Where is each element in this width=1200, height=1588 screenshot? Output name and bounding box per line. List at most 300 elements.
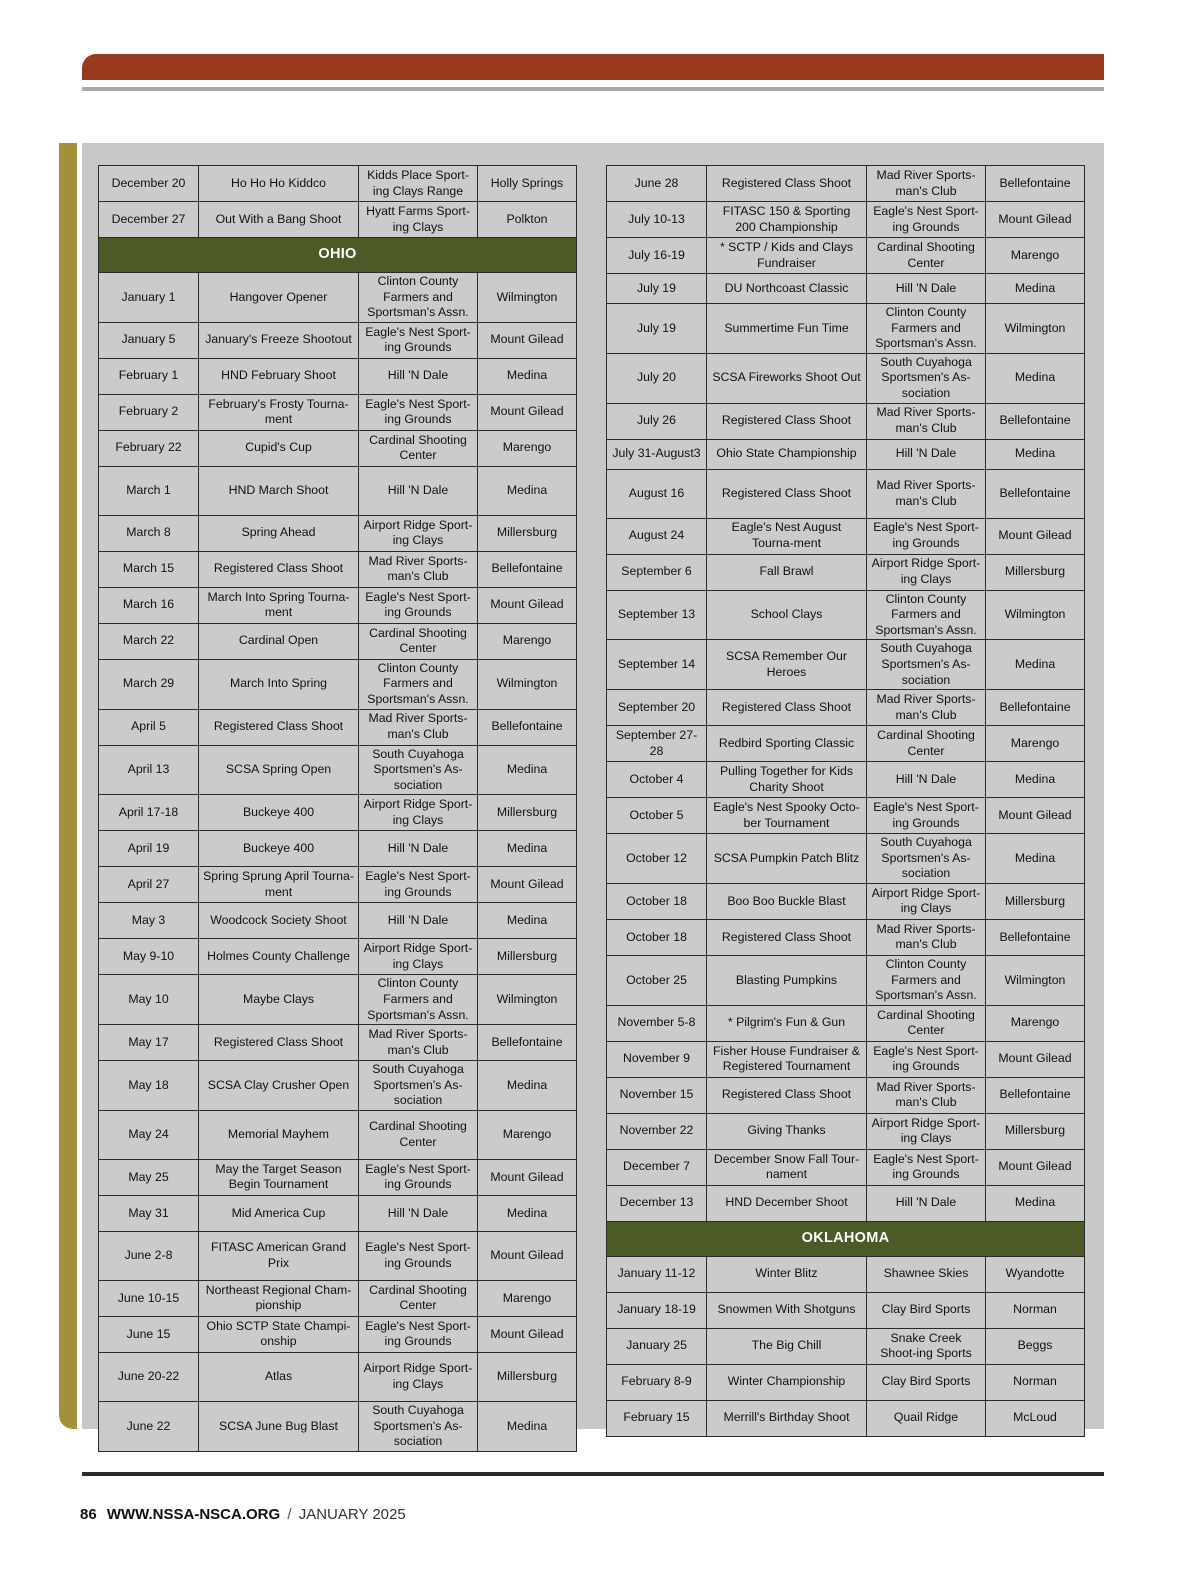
event-date: November 22: [607, 1113, 707, 1149]
event-date: June 28: [607, 166, 707, 202]
event-name: Merrill's Birthday Shoot: [707, 1400, 867, 1436]
event-name: Mid America Cup: [199, 1195, 359, 1231]
table-row: [99, 623, 577, 659]
event-name: FITASC American Grand Prix: [199, 1231, 359, 1280]
city-name: Bellefontaine: [986, 1077, 1085, 1113]
city-name: Holly Springs: [478, 166, 577, 202]
club-name: Clinton County Farmers and Sportsman's Assn.: [867, 304, 986, 354]
city-name: Medina: [986, 762, 1085, 798]
city-name: Mount Gilead: [478, 867, 577, 903]
state-name: OHIO: [99, 238, 577, 273]
event-name: Registered Class Shoot: [707, 403, 867, 439]
club-name: Airport Ridge Sport-ing Clays: [867, 1113, 986, 1149]
club-name: Mad River Sports-man's Club: [359, 551, 478, 587]
city-name: Millersburg: [478, 939, 577, 975]
city-name: Norman: [986, 1292, 1085, 1328]
club-name: Eagle's Nest Sport-ing Grounds: [359, 587, 478, 623]
club-name: Kidds Place Sport-ing Clays Range: [359, 166, 478, 202]
state-name: OKLAHOMA: [607, 1221, 1085, 1256]
city-name: Marengo: [986, 1005, 1085, 1041]
event-date: November 5-8: [607, 1005, 707, 1041]
city-name: Mount Gilead: [478, 1159, 577, 1195]
table-row: [607, 554, 1085, 590]
event-name: * SCTP / Kids and Clays Fundraiser: [707, 238, 867, 274]
table-row: [99, 202, 577, 238]
city-name: Medina: [986, 353, 1085, 403]
club-name: Eagle's Nest Sport-ing Grounds: [359, 1316, 478, 1352]
event-date: July 19: [607, 304, 707, 354]
city-name: Marengo: [986, 238, 1085, 274]
table-row: [99, 1231, 577, 1280]
club-name: Eagle's Nest Sport-ing Grounds: [359, 394, 478, 430]
event-name: Eagle's Nest August Tourna-ment: [707, 518, 867, 554]
club-name: Eagle's Nest Sport-ing Grounds: [359, 867, 478, 903]
city-name: Wilmington: [478, 273, 577, 323]
table-row: [99, 975, 577, 1025]
club-name: Hill 'N Dale: [359, 903, 478, 939]
table-row: [607, 1256, 1085, 1292]
event-date: May 10: [99, 975, 199, 1025]
schedule-panel: [82, 143, 1104, 1449]
event-date: December 20: [99, 166, 199, 202]
city-name: Marengo: [478, 623, 577, 659]
event-date: May 9-10: [99, 939, 199, 975]
event-date: March 15: [99, 551, 199, 587]
event-name: Memorial Mayhem: [199, 1110, 359, 1159]
header-rule: [82, 87, 1104, 91]
club-name: South Cuyahoga Sportsmen's As-sociation: [867, 834, 986, 884]
city-name: Wilmington: [986, 304, 1085, 354]
event-name: Summertime Fun Time: [707, 304, 867, 354]
city-name: Medina: [478, 358, 577, 394]
table-row: [99, 1025, 577, 1061]
event-date: July 19: [607, 274, 707, 304]
table-row: [607, 1292, 1085, 1328]
table-row: [607, 726, 1085, 762]
table-row: [607, 166, 1085, 202]
event-name: Registered Class Shoot: [707, 919, 867, 955]
table-row: [99, 709, 577, 745]
event-name: Spring Ahead: [199, 515, 359, 551]
table-row: [99, 322, 577, 358]
state-header-row: [99, 238, 577, 273]
club-name: Cardinal Shooting Center: [867, 726, 986, 762]
page-number: 86: [80, 1506, 97, 1523]
event-date: April 5: [99, 709, 199, 745]
table-row: [99, 358, 577, 394]
table-row: [99, 394, 577, 430]
table-row: [607, 304, 1085, 354]
event-date: January 25: [607, 1328, 707, 1364]
club-name: Eagle's Nest Sport-ing Grounds: [867, 1041, 986, 1077]
event-date: August 24: [607, 518, 707, 554]
event-date: September 14: [607, 640, 707, 690]
club-name: Mad River Sports-man's Club: [867, 469, 986, 518]
club-name: Eagle's Nest Sport-ing Grounds: [359, 1159, 478, 1195]
event-name: Hangover Opener: [199, 273, 359, 323]
event-date: May 18: [99, 1061, 199, 1111]
club-name: Cardinal Shooting Center: [359, 1110, 478, 1159]
club-name: South Cuyahoga Sportsmen's As-sociation: [359, 745, 478, 795]
city-name: Mount Gilead: [478, 1231, 577, 1280]
club-name: Hill 'N Dale: [867, 762, 986, 798]
club-name: Airport Ridge Sport-ing Clays: [359, 939, 478, 975]
table-row: [607, 238, 1085, 274]
table-row: [607, 1041, 1085, 1077]
issue-date: JANUARY 2025: [298, 1506, 406, 1523]
event-date: December 27: [99, 202, 199, 238]
event-date: March 8: [99, 515, 199, 551]
event-date: February 22: [99, 430, 199, 466]
event-name: Registered Class Shoot: [707, 166, 867, 202]
schedule-table-right: [606, 165, 1085, 1437]
city-name: Millersburg: [478, 1352, 577, 1401]
table-row: [99, 515, 577, 551]
city-name: Medina: [986, 640, 1085, 690]
table-row: [607, 834, 1085, 884]
event-date: October 5: [607, 798, 707, 834]
city-name: Bellefontaine: [986, 469, 1085, 518]
club-name: Cardinal Shooting Center: [359, 1280, 478, 1316]
table-row: [99, 551, 577, 587]
state-header-row: [607, 1221, 1085, 1256]
club-name: Cardinal Shooting Center: [359, 623, 478, 659]
event-name: Ho Ho Ho Kiddco: [199, 166, 359, 202]
table-row: [607, 919, 1085, 955]
table-row: [607, 1185, 1085, 1221]
event-name: Redbird Sporting Classic: [707, 726, 867, 762]
table-row: [99, 1061, 577, 1111]
club-name: Eagle's Nest Sport-ing Grounds: [867, 798, 986, 834]
event-date: October 18: [607, 883, 707, 919]
event-name: SCSA Pumpkin Patch Blitz: [707, 834, 867, 884]
city-name: Millersburg: [986, 883, 1085, 919]
event-date: January 5: [99, 322, 199, 358]
city-name: McLoud: [986, 1400, 1085, 1436]
event-name: Snowmen With Shotguns: [707, 1292, 867, 1328]
event-name: HND February Shoot: [199, 358, 359, 394]
event-name: March Into Spring Tourna-ment: [199, 587, 359, 623]
club-name: Cardinal Shooting Center: [867, 1005, 986, 1041]
event-name: Northeast Regional Cham-pionship: [199, 1280, 359, 1316]
city-name: Medina: [478, 1401, 577, 1451]
table-row: [607, 883, 1085, 919]
event-name: Registered Class Shoot: [199, 551, 359, 587]
event-name: Pulling Together for Kids Charity Shoot: [707, 762, 867, 798]
club-name: Snake Creek Shoot-ing Sports: [867, 1328, 986, 1364]
city-name: Mount Gilead: [986, 518, 1085, 554]
city-name: Medina: [478, 831, 577, 867]
event-date: June 20-22: [99, 1352, 199, 1401]
event-date: September 13: [607, 590, 707, 640]
club-name: South Cuyahoga Sportsmen's As-sociation: [867, 640, 986, 690]
club-name: Clinton County Farmers and Sportsman's Assn.: [867, 590, 986, 640]
city-name: Bellefontaine: [986, 166, 1085, 202]
event-name: The Big Chill: [707, 1328, 867, 1364]
club-name: Mad River Sports-man's Club: [867, 403, 986, 439]
city-name: Medina: [478, 1195, 577, 1231]
city-name: Mount Gilead: [986, 202, 1085, 238]
event-date: February 2: [99, 394, 199, 430]
event-date: October 4: [607, 762, 707, 798]
table-row: [99, 659, 577, 709]
club-name: South Cuyahoga Sportsmen's As-sociation: [359, 1401, 478, 1451]
event-name: Registered Class Shoot: [199, 1025, 359, 1061]
club-name: Clay Bird Sports: [867, 1292, 986, 1328]
event-name: Eagle's Nest Spooky Octo-ber Tournament: [707, 798, 867, 834]
table-row: [99, 903, 577, 939]
event-date: December 13: [607, 1185, 707, 1221]
event-name: January's Freeze Shootout: [199, 322, 359, 358]
table-row: [99, 466, 577, 515]
event-name: Giving Thanks: [707, 1113, 867, 1149]
event-date: December 7: [607, 1149, 707, 1185]
event-name: School Clays: [707, 590, 867, 640]
table-row: [99, 587, 577, 623]
club-name: Hyatt Farms Sport-ing Clays: [359, 202, 478, 238]
club-name: Clinton County Farmers and Sportsman's Assn.: [359, 659, 478, 709]
event-date: October 25: [607, 955, 707, 1005]
city-name: Wilmington: [478, 975, 577, 1025]
city-name: Millersburg: [478, 515, 577, 551]
city-name: Millersburg: [986, 1113, 1085, 1149]
table-row: [99, 1316, 577, 1352]
city-name: Mount Gilead: [478, 322, 577, 358]
table-row: [607, 798, 1085, 834]
table-row: [99, 831, 577, 867]
club-name: Quail Ridge: [867, 1400, 986, 1436]
event-date: April 27: [99, 867, 199, 903]
club-name: Cardinal Shooting Center: [867, 238, 986, 274]
event-date: November 15: [607, 1077, 707, 1113]
event-name: Buckeye 400: [199, 795, 359, 831]
club-name: Airport Ridge Sport-ing Clays: [359, 795, 478, 831]
table-row: [607, 1113, 1085, 1149]
header-accent-bar: [82, 54, 1104, 80]
club-name: Mad River Sports-man's Club: [867, 919, 986, 955]
event-name: Cupid's Cup: [199, 430, 359, 466]
event-name: DU Northcoast Classic: [707, 274, 867, 304]
city-name: Wilmington: [478, 659, 577, 709]
city-name: Norman: [986, 1364, 1085, 1400]
event-date: September 27-28: [607, 726, 707, 762]
table-row: [607, 955, 1085, 1005]
city-name: Medina: [478, 1061, 577, 1111]
event-name: Spring Sprung April Tourna-ment: [199, 867, 359, 903]
club-name: South Cuyahoga Sportsmen's As-sociation: [867, 353, 986, 403]
schedule-table-left: [98, 165, 577, 1452]
event-date: May 3: [99, 903, 199, 939]
club-name: South Cuyahoga Sportsmen's As-sociation: [359, 1061, 478, 1111]
table-row: [607, 1077, 1085, 1113]
table-row: [607, 518, 1085, 554]
city-name: Marengo: [478, 1280, 577, 1316]
city-name: Medina: [478, 903, 577, 939]
city-name: Mount Gilead: [478, 587, 577, 623]
table-row: [607, 469, 1085, 518]
table-row: [607, 762, 1085, 798]
event-date: July 10-13: [607, 202, 707, 238]
event-date: April 19: [99, 831, 199, 867]
table-row: [99, 745, 577, 795]
event-name: SCSA Remember Our Heroes: [707, 640, 867, 690]
event-date: May 31: [99, 1195, 199, 1231]
club-name: Mad River Sports-man's Club: [867, 166, 986, 202]
event-date: November 9: [607, 1041, 707, 1077]
page-footer: [80, 1506, 406, 1523]
club-name: Hill 'N Dale: [359, 358, 478, 394]
table-row: [99, 795, 577, 831]
event-date: February 8-9: [607, 1364, 707, 1400]
event-name: SCSA June Bug Blast: [199, 1401, 359, 1451]
event-date: July 26: [607, 403, 707, 439]
event-date: October 18: [607, 919, 707, 955]
city-name: Marengo: [478, 1110, 577, 1159]
club-name: Hill 'N Dale: [867, 274, 986, 304]
city-name: Bellefontaine: [986, 690, 1085, 726]
event-date: February 1: [99, 358, 199, 394]
event-date: February 15: [607, 1400, 707, 1436]
club-name: Hill 'N Dale: [359, 466, 478, 515]
event-date: June 15: [99, 1316, 199, 1352]
side-accent-bar: [59, 143, 77, 1429]
event-date: July 20: [607, 353, 707, 403]
event-date: October 12: [607, 834, 707, 884]
event-name: HND December Shoot: [707, 1185, 867, 1221]
event-name: SCSA Spring Open: [199, 745, 359, 795]
event-name: Fisher House Fundraiser & Registered Tournament: [707, 1041, 867, 1077]
club-name: Cardinal Shooting Center: [359, 430, 478, 466]
club-name: Mad River Sports-man's Club: [867, 1077, 986, 1113]
event-date: May 24: [99, 1110, 199, 1159]
club-name: Hill 'N Dale: [867, 439, 986, 469]
event-date: March 29: [99, 659, 199, 709]
club-name: Clinton County Farmers and Sportsman's Assn.: [359, 975, 478, 1025]
city-name: Mount Gilead: [478, 394, 577, 430]
club-name: Shawnee Skies: [867, 1256, 986, 1292]
event-date: September 20: [607, 690, 707, 726]
city-name: Medina: [986, 439, 1085, 469]
club-name: Clinton County Farmers and Sportsman's Assn.: [867, 955, 986, 1005]
event-date: July 31-August3: [607, 439, 707, 469]
club-name: Eagle's Nest Sport-ing Grounds: [359, 322, 478, 358]
event-name: * Pilgrim's Fun & Gun: [707, 1005, 867, 1041]
club-name: Mad River Sports-man's Club: [867, 690, 986, 726]
city-name: Beggs: [986, 1328, 1085, 1364]
event-date: August 16: [607, 469, 707, 518]
club-name: Mad River Sports-man's Club: [359, 709, 478, 745]
event-name: Registered Class Shoot: [707, 690, 867, 726]
city-name: Mount Gilead: [986, 1041, 1085, 1077]
table-row: [99, 1195, 577, 1231]
club-name: Clinton County Farmers and Sportsman's Assn.: [359, 273, 478, 323]
event-name: Out With a Bang Shoot: [199, 202, 359, 238]
city-name: Bellefontaine: [478, 709, 577, 745]
event-name: Woodcock Society Shoot: [199, 903, 359, 939]
event-date: April 13: [99, 745, 199, 795]
city-name: Bellefontaine: [478, 1025, 577, 1061]
club-name: Airport Ridge Sport-ing Clays: [359, 1352, 478, 1401]
event-name: Fall Brawl: [707, 554, 867, 590]
city-name: Medina: [478, 745, 577, 795]
footer-rule: [82, 1472, 1104, 1476]
event-name: December Snow Fall Tour-nament: [707, 1149, 867, 1185]
event-name: Registered Class Shoot: [199, 709, 359, 745]
table-row: [99, 1110, 577, 1159]
event-date: January 18-19: [607, 1292, 707, 1328]
city-name: Medina: [986, 274, 1085, 304]
club-name: Hill 'N Dale: [359, 831, 478, 867]
table-row: [607, 1400, 1085, 1436]
event-name: March Into Spring: [199, 659, 359, 709]
event-name: Cardinal Open: [199, 623, 359, 659]
club-name: Hill 'N Dale: [359, 1195, 478, 1231]
city-name: Mount Gilead: [478, 1316, 577, 1352]
club-name: Eagle's Nest Sport-ing Grounds: [867, 518, 986, 554]
table-row: [607, 1364, 1085, 1400]
event-date: January 11-12: [607, 1256, 707, 1292]
event-date: June 10-15: [99, 1280, 199, 1316]
event-date: September 6: [607, 554, 707, 590]
table-row: [99, 939, 577, 975]
table-row: [607, 274, 1085, 304]
event-name: February's Frosty Tourna-ment: [199, 394, 359, 430]
event-name: SCSA Clay Crusher Open: [199, 1061, 359, 1111]
city-name: Wyandotte: [986, 1256, 1085, 1292]
event-name: May the Target Season Begin Tournament: [199, 1159, 359, 1195]
event-date: May 25: [99, 1159, 199, 1195]
club-name: Clay Bird Sports: [867, 1364, 986, 1400]
city-name: Marengo: [986, 726, 1085, 762]
club-name: Airport Ridge Sport-ing Clays: [359, 515, 478, 551]
city-name: Mount Gilead: [986, 1149, 1085, 1185]
event-name: Atlas: [199, 1352, 359, 1401]
event-date: March 16: [99, 587, 199, 623]
city-name: Marengo: [478, 430, 577, 466]
club-name: Eagle's Nest Sport-ing Grounds: [359, 1231, 478, 1280]
city-name: Millersburg: [478, 795, 577, 831]
table-row: [607, 590, 1085, 640]
event-name: Buckeye 400: [199, 831, 359, 867]
city-name: Wilmington: [986, 955, 1085, 1005]
event-name: Registered Class Shoot: [707, 1077, 867, 1113]
city-name: Bellefontaine: [986, 919, 1085, 955]
event-name: HND March Shoot: [199, 466, 359, 515]
event-name: Ohio SCTP State Champi-onship: [199, 1316, 359, 1352]
table-row: [607, 353, 1085, 403]
table-row: [607, 439, 1085, 469]
event-date: June 2-8: [99, 1231, 199, 1280]
city-name: Polkton: [478, 202, 577, 238]
event-date: May 17: [99, 1025, 199, 1061]
city-name: Wilmington: [986, 590, 1085, 640]
event-date: July 16-19: [607, 238, 707, 274]
event-name: SCSA Fireworks Shoot Out: [707, 353, 867, 403]
event-date: March 1: [99, 466, 199, 515]
club-name: Airport Ridge Sport-ing Clays: [867, 883, 986, 919]
city-name: Medina: [986, 1185, 1085, 1221]
event-name: Winter Blitz: [707, 1256, 867, 1292]
event-name: Ohio State Championship: [707, 439, 867, 469]
event-name: Winter Championship: [707, 1364, 867, 1400]
table-row: [607, 403, 1085, 439]
table-row: [99, 1401, 577, 1451]
table-row: [99, 166, 577, 202]
event-name: Boo Boo Buckle Blast: [707, 883, 867, 919]
table-row: [99, 273, 577, 323]
table-row: [99, 430, 577, 466]
event-name: Blasting Pumpkins: [707, 955, 867, 1005]
